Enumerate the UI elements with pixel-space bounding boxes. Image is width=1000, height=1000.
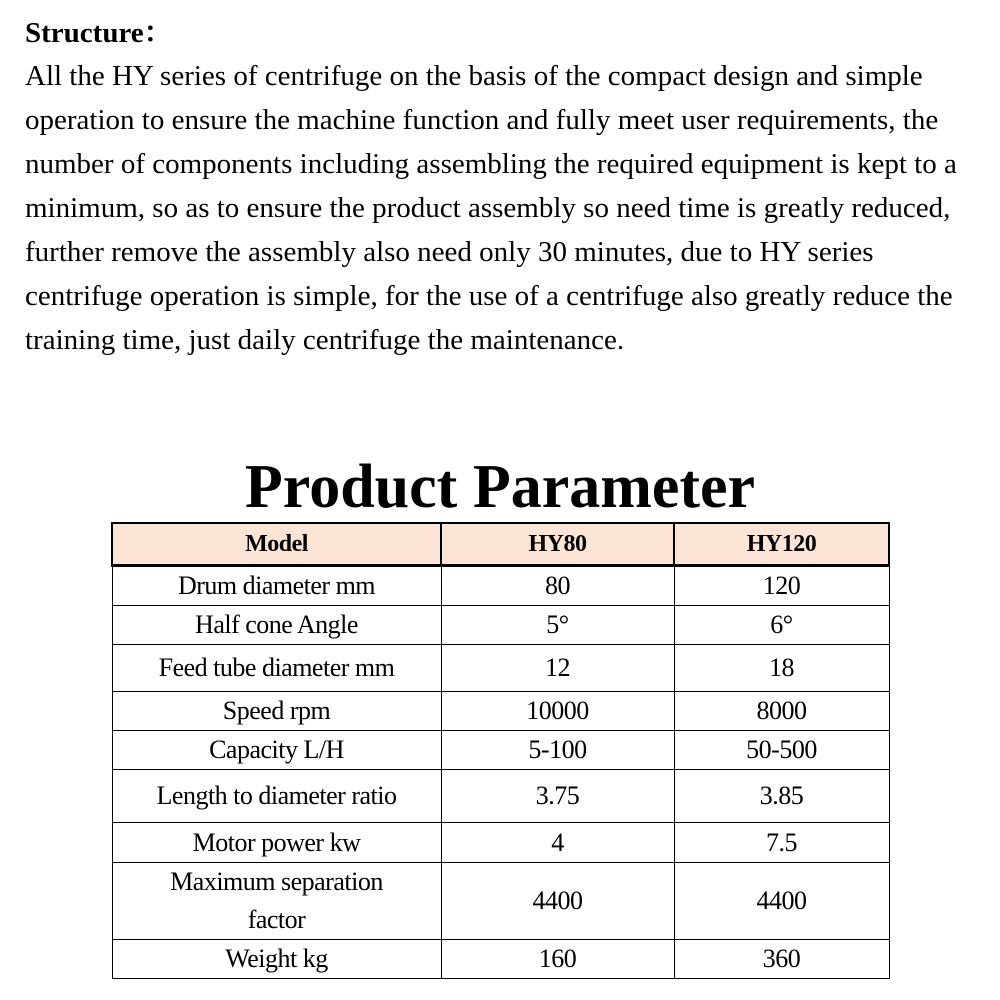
table-row — [112, 940, 889, 979]
hy120-value: 8000 — [674, 692, 889, 731]
hy80-value: 12 — [441, 645, 674, 692]
hy120-value: 6° — [674, 606, 889, 645]
hy120-value: 360 — [674, 940, 889, 979]
row-label: Feed tube diameter mm — [112, 645, 441, 692]
row-label: Maximum separation factor — [112, 863, 441, 940]
hy120-value: 50-500 — [674, 731, 889, 770]
hy80-value: 4 — [441, 823, 674, 863]
header-hy120: HY120 — [674, 523, 889, 566]
hy80-value: 10000 — [441, 692, 674, 731]
table-header-row — [112, 523, 889, 566]
structure-heading: Structure： — [25, 17, 173, 49]
row-label: Weight kg — [112, 940, 441, 979]
row-label: Drum diameter mm — [112, 566, 441, 606]
row-label: Speed rpm — [112, 692, 441, 731]
hy80-value: 3.75 — [441, 770, 674, 823]
header-hy80: HY80 — [441, 523, 674, 566]
hy120-value: 7.5 — [674, 823, 889, 863]
hy80-value: 5-100 — [441, 731, 674, 770]
row-label: Half cone Angle — [112, 606, 441, 645]
hy120-value: 4400 — [674, 863, 889, 940]
table-row — [112, 692, 889, 731]
row-label: Length to diameter ratio — [112, 770, 441, 823]
hy80-value: 5° — [441, 606, 674, 645]
hy80-value: 4400 — [441, 863, 674, 940]
product-parameter-title: Product Parameter — [244, 453, 756, 521]
structure-section — [25, 12, 975, 362]
table-row — [112, 863, 889, 940]
table-row — [112, 770, 889, 823]
header-model: Model — [112, 523, 441, 566]
hy80-value: 80 — [441, 566, 674, 606]
table-row — [112, 731, 889, 770]
hy80-value: 160 — [441, 940, 674, 979]
row-label: Capacity L/H — [112, 731, 441, 770]
row-label: Motor power kw — [112, 823, 441, 863]
table-row — [112, 566, 889, 606]
table-row — [112, 606, 889, 645]
table-row — [112, 645, 889, 692]
structure-description: All the HY series of centrifuge on the basis of the compact design and simple operation to ensure the machine function and fully meet user requirements, the number of components including assembling the required equipment is kept to a minimum, so as to ensure the product assembly so need time is greatly reduced, further remove the assembly also need only 30 minutes, due to HY series centrifuge operation is simple, for the use of a centrifuge also greatly reduce the training time, just daily centrifuge the maintenance. — [25, 60, 957, 356]
hy120-value: 120 — [674, 566, 889, 606]
product-parameter-table — [111, 522, 890, 979]
hy120-value: 3.85 — [674, 770, 889, 823]
hy120-value: 18 — [674, 645, 889, 692]
table-row — [112, 823, 889, 863]
